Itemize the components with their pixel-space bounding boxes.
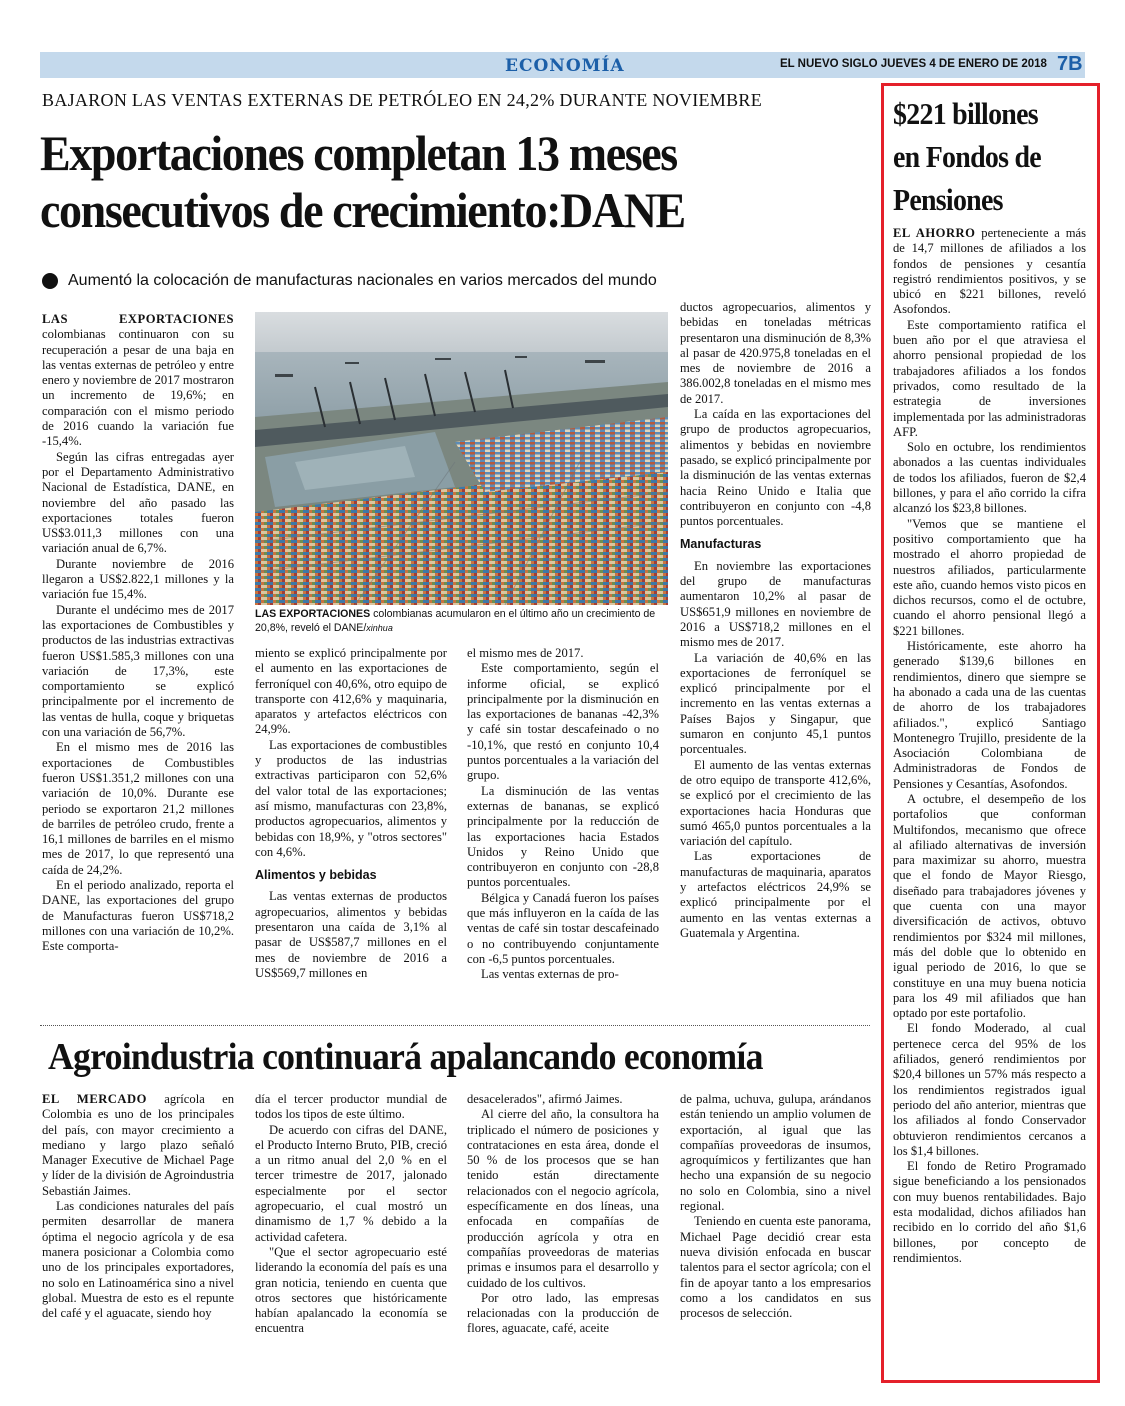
second-headline: Agroindustria continuará apalancando economía (48, 1036, 763, 1078)
headline-line-2: consecutivos de crecimiento:DANE (40, 182, 685, 238)
second-column-2 (255, 1092, 447, 1337)
port-photo (255, 312, 668, 605)
paragraph: Las condiciones naturales del país permiten desarrollar de manera óptima el negocio agrícola y de esa manera posicionar a Colombia como uno de los principales exportadores, no solo en Latinoamérica sino a nivel global. Muestra de esto es el repunte del café y el aguacate, siendo hoy (42, 1199, 234, 1321)
section-name: ECONOMÍA (505, 56, 625, 76)
subheadline-text: Aumentó la colocación de manufacturas nacionales en varios mercados del mundo (68, 272, 657, 289)
paragraph: Este comportamiento ratifica el buen año por el que atraviesa el ahorro pensional propiedad de los trabajadores afiliados a los fondos privados, como resultado de la estrategia de inversiones implementada por las administradoras AFP. (893, 317, 1086, 439)
photo-credit: xinhua (366, 623, 393, 633)
paragraph: Solo en octubre, los rendimientos abonados a las cuentas individuales de todos los afiliados, fueron de $2,4 billones, y para el año corrido la cifra alcanzó los $23,8 billones. (893, 440, 1086, 516)
container-port-image (255, 312, 668, 605)
paragraph: Al cierre del año, la consultora ha triplicado el número de posiciones y contrataciones en esta área, donde el 50 % de los procesos que se han tenido están directamente relacionados con el negocio agrícola, específicamente en dos líneas, una enfocada en compañías de producción agrícola y otra en compañías proveedoras de materias primas e insumos para el desarrollo y cuidado de los cultivos. (467, 1107, 659, 1290)
bullet-icon (42, 273, 58, 289)
paragraph: día el tercer productor mundial de todos los tipos de este último. (255, 1092, 447, 1122)
paragraph: De acuerdo con cifras del DANE, el Producto Interno Bruto, PIB, creció a un ritmo anual del 2,0 % en el tercer trimestre de 2017, jalonado especialmente por el sector agropecuario, el cual mostró un dinamismo de 1,7 % debido a la actividad cafetera. (255, 1122, 448, 1244)
sidebar-headline-line-3: Pensiones (893, 182, 1003, 217)
paragraph: El fondo Moderado, al cual pertenece cerca del 95% de los afiliados, generó rendimientos por $20,4 billones un 57% más respecto a los rendimientos registrados igual periodo del año anterior, mientras que los afiliados al fondo Conservador obtuvieron rendimientos cercanos a los $1,4 billones. (893, 1021, 1086, 1158)
subhead-alimentos: Alimentos y bebidas (255, 868, 377, 883)
main-headline (40, 125, 804, 239)
newspaper-date: EL NUEVO SIGLO JUEVES 4 DE ENERO DE 2018 (780, 58, 1047, 70)
sidebar-headline (893, 92, 1073, 221)
page-number: 7B (1057, 53, 1083, 75)
subhead-manufacturas: Manufacturas (680, 537, 762, 552)
paragraph: Durante el undécimo mes de 2017 las exportaciones de Combustibles y productos de las industrias extractivas fueron US$1.585,3 millones con una variación de 17,3%, este comportamiento se explicó principalmente por el incremento de las ventas de hulla, coque y briquetas con una variación de 56,7%. (42, 602, 234, 740)
paragraph: Según las cifras entregadas ayer por el Departamento Administrativo Nacional de Estadística, DANE, en noviembre del año pasado las exportaciones totales fueron US$3.011,3 millones con una variación anual de 6,7%. (42, 449, 234, 556)
second-column-3 (467, 1092, 659, 1337)
paragraph: A octubre, el desempeño de los portafolios que conforman Multifondos, mecanismo que ofrece al afiliado alternativas de inversión para maximizar su ahorro, muestra que el fondo de Mayor Riesgo, diseñado para trabajadores jóvenes y que cuenta con una mayor diversificación de activos, obtuvo rendimientos por $324 mil millones, más del doble que lo obtenido en igual periodo de 2016, lo que se constituye en una muy buena noticia para los 49 mil afiliados que han optado por este portafolio. (893, 791, 1086, 1021)
paragraph: Por otro lado, las empresas relacionadas con la producción de flores, aguacate, café, aceite (467, 1290, 659, 1336)
lead-in: LAS EXPORTACIONES (42, 312, 234, 326)
paragraph: de palma, uchuva, gulupa, arándanos están teniendo un amplio volumen de exportación, al igual que las compañías proveedoras de insumos, agroquímicos y fertilizantes que han hecho una expansión de su negocio no solo en Colombia, sino a nivel regional. (680, 1092, 871, 1214)
paragraph: La disminución de las ventas externas de bananas, se explicó principalmente por la reducción de las exportaciones hacia Estados Unidos y Reino Unido que contribuyeron en conjunto con -28,8 puntos porcentuales. (467, 783, 659, 890)
paragraph: Las ventas externas de pro- (481, 967, 619, 982)
second-column-1 (42, 1092, 234, 1321)
paragraph: perteneciente a más de 14,7 millones de afiliados a los fondos de pensiones y cesantía registró rendimientos positivos, y se ubicó en $221 billones, reveló Asofondos. (893, 226, 1086, 317)
headline-line-1: Exportaciones completan 13 meses (40, 125, 677, 181)
lead-in: EL AHORRO (893, 226, 976, 240)
paragraph: Este comportamiento, según el informe oficial, se explicó principalmente por la disminución en las exportaciones de bananas -42,3% y café sin tostar descafeinado o no -10,1%, que restó en conjunto 10,4 puntos porcentuales a la variación del grupo. (467, 661, 659, 783)
sidebar-headline-line-2: en Fondos de (893, 139, 1041, 174)
paragraph: colombianas continuaron con su recuperación a pesar de una baja en las ventas externas de petróleo y entre enero y noviembre de 2017 mostraron un incremento de 19,6%; en comparación con el mismo periodo de 2016 cuando la variación fue -15,4%. (42, 327, 234, 449)
main-column-1 (42, 312, 234, 954)
paragraph: El fondo de Retiro Programado sigue beneficiando a los pensionados con muy buenos rentabilidades. Bajo esta modalidad, dichos afiliados han recibido en lo corrido del año $1,6 billones, por concepto de rendimientos. (893, 1159, 1086, 1265)
story-kicker: BAJARON LAS VENTAS EXTERNAS DE PETRÓLEO EN 24,2% DURANTE NOVIEMBRE (42, 90, 763, 110)
paragraph: Bélgica y Canadá fueron los países que más influyeron en la caída de las ventas de café sin tostar descafeinado o no contribuyendo conjuntamente con -6,5 puntos porcentuales. (467, 890, 659, 966)
second-column-4 (680, 1092, 871, 1321)
paragraph: El aumento de las ventas externas de otro equipo de transporte 412,6%, se explicó por el crecimiento de las exportaciones hacia Honduras que sumó 465,0 puntos porcentuales a la variación del capítulo. (680, 757, 871, 849)
paragraph: el mismo mes de 2017. (467, 646, 584, 660)
paragraph: En el mismo mes de 2016 las exportaciones de Combustibles fueron US$1.351,2 millones con una variación de 10,0%. Durante ese periodo se exportaron 21,2 millones de barriles de petróleo crudo, frente a 16,1 millones de barriles en el mismo mes de 2017, lo que representó una caída de 24,2%. (42, 740, 234, 877)
lead-in: EL MERCADO (42, 1092, 147, 1106)
subheadline (42, 272, 657, 290)
paragraph: "Vemos que se mantiene el positivo comportamiento que ha mostrado el ahorro propiedad de nuestros afiliados, particularmente este año, cuando hemos visto picos en dichos recursos, como el de octubre, cuando el ahorro pensional llegó a $221 billones. (893, 516, 1086, 638)
paragraph: En noviembre las exportaciones del grupo de manufacturas aumentaron 10,2% al pasar de US$651,9 millones en noviembre de 2016 a US$718,2 millones en el mismo mes de 2017. (680, 558, 871, 650)
paragraph: Teniendo en cuenta este panorama, Michael Page decidió crear esta nueva división enfocada en buscar talentos para el sector agrícola; con el fin de apoyar tanto a los empresarios como a los candidatos en sus procesos de selección. (680, 1214, 871, 1321)
paragraph: miento se explicó principalmente por el aumento en las exportaciones de ferroníquel con 40,6%, otro equipo de transporte con 412,6% y maquinaria, aparatos y artefactos eléctricos con 24,9%. (255, 646, 447, 737)
paragraph: En el periodo analizado, reporta el DANE, las exportaciones del grupo de Manufacturas fueron US$718,2 millones con una variación de 10,2%. Este comporta- (42, 877, 234, 954)
paragraph: Las exportaciones de manufacturas de maquinaria, aparatos y artefactos eléctricos 24,9% se explicó principalmente por el aumento en las ventas externas a Guatemala y Argentina. (680, 849, 871, 940)
paragraph: Históricamente, este ahorro ha generado $139,6 billones en rendimientos, dinero que siempre se ha abonado a cada una de las cuentas de ahorro de los trabajadores afiliados.", explicó Santiago Montenegro Trujillo, presidente de la Asociación Colombiana de Administradoras de Fondos de Pensiones y Cesantías, Asofondos. (893, 639, 1086, 791)
paragraph: ductos agropecuarios, alimentos y bebidas en toneladas métricas presentaron una disminución de 8,3% al pasar de 420.975,8 toneladas en el mes de noviembre de 2016 a 386.002,8 toneladas en el mismo mes de 2017. (680, 300, 871, 406)
paragraph: "Que el sector agropecuario esté liderando la economía del país es una gran noticia, teniendo en cuenta que otros sectores que históricamente habían apalancado la economía se encuentra (255, 1244, 447, 1336)
paragraph: La caída en las exportaciones del grupo de productos agropecuarios, alimentos y bebidas en noviembre pasado, se explicó principalmente por la disminución de las ventas externas hacia Reino Unido e Italia que contribuyeron en conjunto con -4,8 puntos porcentuales. (680, 407, 871, 529)
caption-lead: LAS EXPORTACIONES (255, 608, 371, 620)
photo-caption (255, 607, 668, 635)
paragraph: La variación de 40,6% en las exportaciones de ferroníquel se explicó principalmente por el incremento en las ventas externas a Países Bajos y Singapur, que sumaron en conjunto 45,1 puntos porcentuales. (680, 650, 871, 757)
main-column-2 (255, 646, 447, 981)
main-column-3 (467, 646, 659, 983)
paragraph: Las ventas externas de productos agropecuarios, alimentos y bebidas presentaron una caída de 3,1% al pasar de US$587,7 millones en el mes de noviembre de 2016 a US$569,7 millones en (255, 889, 447, 980)
main-column-4 (680, 300, 871, 941)
sidebar-headline-line-1: $221 billones (893, 96, 1038, 131)
paragraph: agrícola en Colombia es uno de los principales del país, con mayor crecimiento a mediano y largo plazo señaló Manager Executive de Michael Page y líder de la división de Agroindustria Sebastián Jaimes. (42, 1092, 234, 1198)
paragraph: Durante noviembre de 2016 llegaron a US$2.822,1 millones y la variación fue 15,4%. (42, 556, 234, 602)
sidebar-body (893, 226, 1086, 1266)
paragraph: desacelerados", afirmó Jaimes. (467, 1092, 623, 1106)
caption-text: colombianas acumularon en el último año un crecimiento de 20,8%, reveló el DANE/ (255, 608, 656, 634)
paragraph: Las exportaciones de combustibles y productos de las industrias extractivas participaron con 52,6% del valor total de las exportaciones; así mismo, manufacturas con 23,8%, productos agropecuarios, alimentos y bebidas con 18,9%, y "otros sectores" con 4,6%. (255, 737, 447, 859)
story-divider (40, 1025, 870, 1026)
